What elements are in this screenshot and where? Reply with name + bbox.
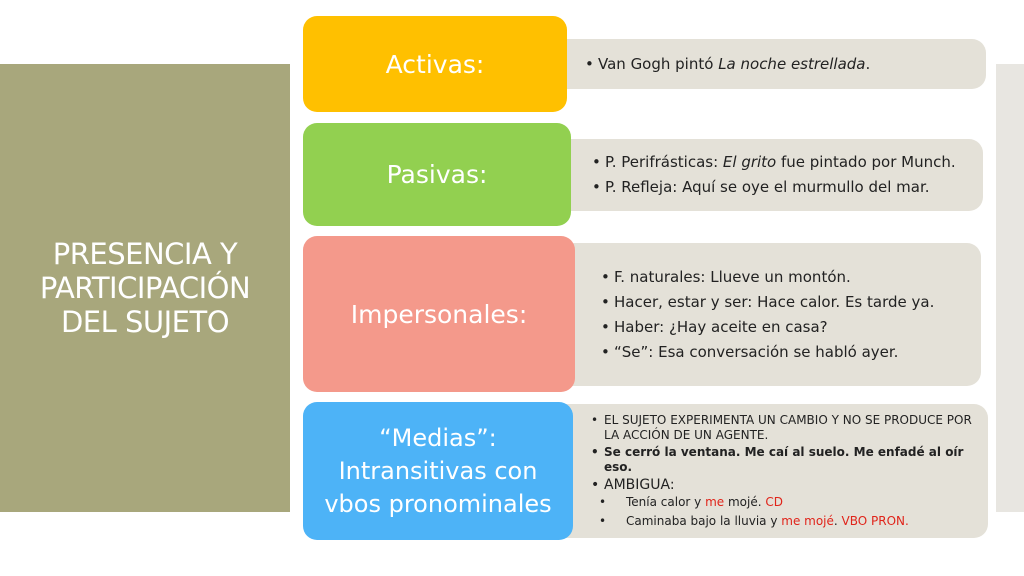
impersonales-item-3: • Haber: ¿Hay aceite en casa? — [614, 315, 981, 340]
title-line-3: DEL SUJETO — [60, 305, 230, 339]
medias-label — [324, 422, 551, 521]
medias-details — [548, 404, 988, 538]
pasivas-label: Pasivas: — [386, 160, 488, 189]
pasivas-details — [545, 139, 983, 211]
impersonales-item-1: • F. naturales: Llueve un montón. — [614, 265, 981, 290]
pasivas-refleja: • P. Refleja: Aquí se oye el murmullo del mar. — [605, 175, 983, 200]
right-edge-strip — [992, 64, 1024, 512]
right-edge-strip-inner — [996, 64, 1024, 512]
activas-details — [540, 39, 986, 89]
title-panel — [0, 64, 290, 512]
medias-ejemplo-cd: • Tenía calor y me mojé. CD — [612, 495, 978, 510]
impersonales-item-4: • “Se”: Esa conversación se habló ayer. — [614, 340, 981, 365]
medias-ejemplo-pron: • Caminaba bajo la lluvia y me mojé. VBO PRON. — [612, 514, 978, 529]
pasivas-box — [303, 123, 571, 226]
medias-definicion: • EL SUJETO EXPERIMENTA UN CAMBIO Y NO SE PRODUCE POR LA ACCIÓN DE UN AGENTE. — [604, 413, 978, 443]
activas-label: Activas: — [385, 49, 485, 79]
impersonales-details — [548, 243, 981, 386]
impersonales-box — [303, 236, 575, 392]
activas-example: • Van Gogh pintó La noche estrellada. — [598, 52, 986, 77]
title-line-2: PARTICIPACIÓN — [39, 271, 251, 305]
impersonales-label: Impersonales: — [350, 299, 528, 329]
pasivas-perifrastica: • P. Perifrásticas: El grito fue pintado por Munch. — [605, 150, 983, 175]
medias-box — [303, 402, 573, 540]
activas-box — [303, 16, 567, 112]
medias-label-line-2: Intransitivas con — [338, 456, 538, 485]
impersonales-item-2: • Hacer, estar y ser: Hace calor. Es tarde ya. — [614, 290, 981, 315]
slide-title — [32, 237, 258, 339]
medias-label-line-1: “Medias”: — [379, 423, 497, 452]
medias-ejemplos: • Se cerró la ventana. Me caí al suelo. Me enfadé al oír eso. — [604, 445, 978, 475]
medias-label-line-3: vbos pronominales — [324, 489, 552, 518]
title-line-1: PRESENCIA Y — [52, 237, 238, 271]
medias-ambigua: • AMBIGUA: — [604, 475, 978, 495]
